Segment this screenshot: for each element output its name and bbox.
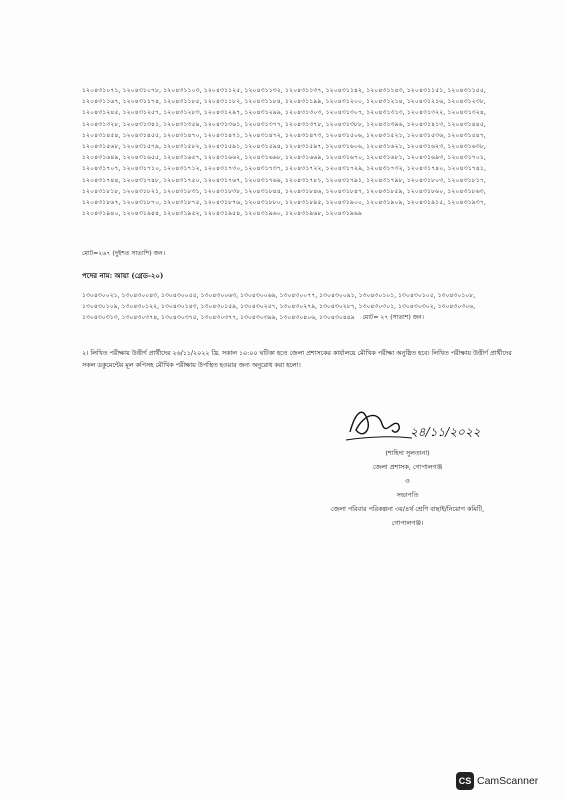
roll-numbers-2: ১৩০৪৩০০২১, ১৩০৪৩০০৪৩, ১৩০৪৩০০৫৫, ১৩০৪৩০০৬৩, ১৩০৪৩০০৬৯, ১৩০৪৩০০৭৭, ১৩০৪৩০০৯১, ১৩০৪৩০১০১, ১৩০৪৩০১০৫, ১৩০৪৩০১০৮, ১৩০৪৩০১০৯, ১৩০৪৩০১২২, ১৩০৪৩০১৪৩, ১৩০৪৩০১৫৯, ১৩০৪৩০২৫৭, ১৩০৪৩০২৭৯, ১৩০৪৩০২৮৭, ১৩০৪৩০৩০১, ১৩০৪৩০৩০২, ১৩০৪৩০৩০৬, ১৩০৪৩০৩১৩, ১৩০৪৩০৩৭৪, ১৩০৪৩০৩৭৫, ১৩০৪৩০৩৭৭, ১৩০৪৩০৩৯৯, ১৩০৪৩০৪০৬, ১৩০৪৩০৪৪৯ <box>82 292 476 322</box>
signatory-conjunction: ও <box>405 477 410 485</box>
signatory-block <box>300 446 515 530</box>
camscanner-icon: CS <box>456 772 474 790</box>
signatory-role: সভাপতি <box>396 491 419 499</box>
camscanner-label: CamScanner <box>477 775 539 787</box>
signatory-name: (শাহিদা সুলতানা) <box>385 449 430 457</box>
total-count-2: মোট= ২৭ (সাতাশ) জন। <box>362 314 424 322</box>
signatory-designation: জেলা প্রশাসক, গোপালগঞ্জ <box>372 463 443 471</box>
total-count-1: মোট=২৬৭ (দুইশত সাতাশি) জন। <box>82 250 166 257</box>
roll-number-list-1: ১২০৪৩১০৭১, ১২০৪৩১০৭৮, ১২০৪৩১১০৩, ১২০৪৩১১২৫, ১২০৪৩১১৩২, ১২০৪৩১১৩৭, ১২০৪৩১১৪২, ১২০৪৩১১৪৩, ১২০৪৩১১৫১, ১২০৪৩১১৫৫, ১২০৪৩১১৬৭, ১২০৪৩১১৭৪, ১২০৪৩১১৮৫, ১২০৪৩১১৮২, ১২০৪৩১১৮৪, ১২০৪৩১১৯৯, ১২০৪৩১২০০, ১২০৪৩১২১৪, ১২০৪৩১২১৬, ১২০৪৩১২৩৮, ১২০৪৩১২৪৫, ১২০৪৩১২৫৭, ১২০৪৩১২৮৩, ১২০৪৩১২৯৭, ১২০৪৩১২৯৯, ১২০৪৩১৩০৩, ১২০৪৩১৩০৭, ১২০৪৩১৩১৩, ১২০৪৩১৩২২, ১২০৪৩১৩২৪, ১২০৪৩১৩২৮, ১২০৪৩১৩৪১, ১২০৪৩১৩৫৯, ১২০৪৩১৩৬১, ১২০৪৩১৩৭৭, ১২০৪৩১৩৭৮, ১২০৪৩১৩৮৮, ১২০৪৩১৩৯৬, ১২০৪৩১৪১৩, ১২০৪৩১৪৪৫, ১২০৪৩১৪৫৪, ১২০৪৩১৪৫৫, ১২০৪৩১৪৭০, ১২০৪৩১৪৭১, ১২০৪৩১৪৭২, ১২০৪৩১৪৭৩, ১২০৪৩১৫০৬, ১২০৪৩১৫২১, ১২০৪৩১৫৩৬, ১২০৪৩১৫৪৭, ১২০৪৩১৫৬৮, ১২০৪৩১৫৭৯, ১২০৪৩১৫৮২, ১২০৪৩১৫৯১, ১২০৪৩১৫৯৪, ১২০৪৩১৫৯৭, ১২০৪৩১৬০৬, ১২০৪৩১৬২১, ১২০৪৩১৬২৩, ১২০৪৩১৬৩৮, ১২০৪৩১৬৪৯, ১২০৪৩১৬৫৫, ১২০৪৩১৬৫৭, ১২০৪৩১৬৬২, ১২০৪৩১৬৬৮, ১২০৪৩১৬৬৯, ১২০৪৩১৬৭০, ১২০৪৩১৬৮১, ১২০৪৩১৬৯৩, ১২০৪৩১৭০১, ১২০৪৩১৭০৭, ১২০৪৩১৭১০, ১২০৪৩১৭১২, ১২০৪৩১৭৩০, ১২০৪৩১৭৩৭, ১২০৪৩১৭২২, ১২০৪৩১৭২৯, ১২০৪৩১৭৩২, ১২০৪৩১৭৪০, ১২০৪৩১৭৪১, ১২০৪৩১৭৪৪, ১২০৪৩১৭৪৮, ১২০৪৩১৭৫০, ১২০৪৩১৭৬৭, ১২০৪৩১৭৬৯, ১২০৪৩১৭৮১, ১২০৪৩১৭৯১, ১২০৪৩১৭৯৮, ১২০৪৩১৮০৩, ১২০৪৩১৮১৭, ১২০৪৩১৮১৮, ১২০৪৩১৮২১, ১২০৪৩১৮৩১, ১২০৪৩১৮৩৮, ১২০৪৩১৮৪৪, ১২০৪৩১৮৪৬, ১২০৪৩১৮৪৭, ১২০৪৩১৮৫৯, ১২০৪৩১৮৬০, ১২০৪৩১৮৬৩, ১২০৪৩১৮৬৭, ১২০৪৩১৮৭০, ১২০৪৩১৮৭৫, ১২০৪৩১৮৭৬, ১২০৪৩১৮৮০, ১২০৪৩১৮৯৫, ১২০৪৩১৯০০, ১২০৪৩১৯০৯, ১২০৪৩১৯১৫, ১২০৪৩১৯৩৭, ১২০৪৩১৯৪০, ১২০৪৩১৯৪৪, ১২০৪৩১৯৫২, ১২০৪৩১৯৫৪, ১২০৪৩১৯৬০, ১২০৪৩১৯৬৮, ১২০৪৩১৯৬৯ <box>82 87 487 218</box>
signatory-location: গোপালগঞ্জ। <box>391 519 424 527</box>
handwritten-signature <box>342 402 502 446</box>
post-title: পদের নাম: আয়া (গ্রেড-২০) <box>82 271 164 280</box>
roll-number-list-2 <box>82 290 512 324</box>
signature-date: ২৪/১১/২০২২ <box>410 425 481 439</box>
notice-paragraph: ২। লিখিত পরীক্ষায় উত্তীর্ণ প্রার্থীদের ২৬/১১/২০২২ খ্রি. সকাল ১০:০০ ঘটিকা হতে জেলা প্রশাসকের কার্যালয়ে মৌখিক পরীক্ষা অনুষ্ঠিত হবে। লিখিত পরীক্ষায় উত্তীর্ণ প্রার্থীদের সকল ডকুমেন্টের মূল কপিসহ মৌখিক পরীক্ষায় উপস্থিত হওয়ার জন্য অনুরোধ করা হলো। <box>82 350 512 369</box>
signatory-committee: জেলা পরিবার পরিকল্পনা ৩য়/৪র্থ শ্রেণি বাছাই/নিয়োগ কমিটি, <box>330 505 485 513</box>
camscanner-watermark <box>456 772 538 790</box>
